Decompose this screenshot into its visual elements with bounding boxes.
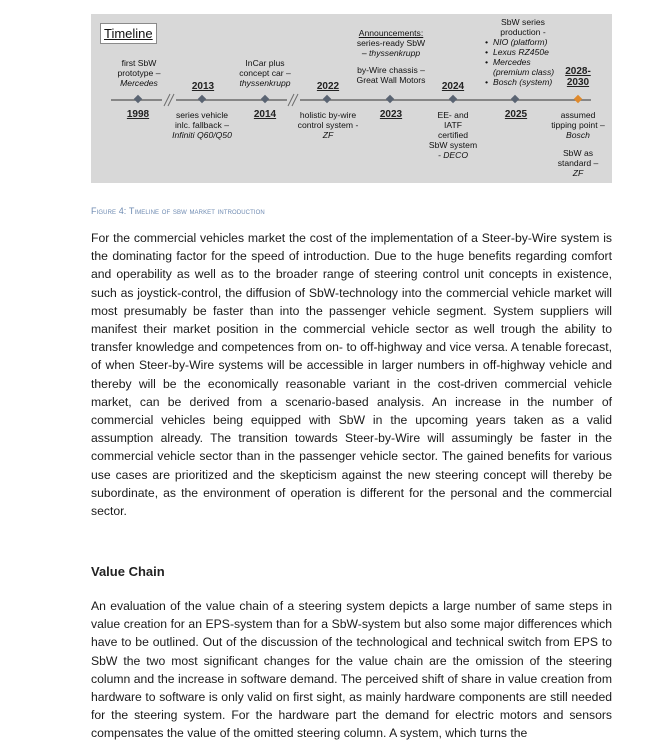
event-text: standard – xyxy=(557,158,599,168)
list-item: • NIO (platform) xyxy=(493,37,563,47)
event-2013-label xyxy=(164,110,240,140)
event-text: control system - xyxy=(297,120,359,130)
event-company: ZF xyxy=(572,168,584,178)
event-text: assumed xyxy=(560,110,596,120)
event-1998-label xyxy=(105,58,173,88)
body-paragraph-1: For the commercial vehicles market the cost of the implementation of a Steer-by-Wire system is the dominating factor for the speed of introduction. Due to the huge benefits regarding comfort and operability as well as to the broader range of steering control unit concepts in existence, such as joystick-control, the diffusion of SbW-technology into the commercial vehicle market will most presumably be faster than into the passenger vehicle segment. System suppliers will manifest their market position in the commercial vehicle sector as well trough the ability to transfer knowledge and competences from on- to off-highway and vice versa. A tenable forecast, of when Steer-by-Wire systems will be accessible in larger numbers in off-highway vehicle and thereby will be the economically reasonable variant in the cost-driven commercial vehicle market, can be derived from a scenario-based analysis. An increase in the number of commercial vehicles being equipped with SbW in the upcoming years taken as a valid assumption already. The transition towards Steer-by-Wire will assumingly be faster in the commercial vehicle sector than in the passenger vehicle sector. The gained benefits for various use cases are prioritized and the skepticism against the new steering concept will thereby be subordinate, as the environment of operation is different for the personal and the commercial sector. xyxy=(91,231,612,519)
marker-2013 xyxy=(198,95,206,103)
event-2014-label xyxy=(231,58,299,88)
event-text: Announcements: xyxy=(358,28,424,38)
event-text: tipping point – xyxy=(551,120,605,130)
list-item: • Mercedes (premium class) xyxy=(493,57,563,77)
marker-2022 xyxy=(323,95,331,103)
year-bottom: 2030 xyxy=(566,77,590,88)
event-text: certified xyxy=(437,130,469,140)
marker-2025 xyxy=(511,95,519,103)
event-text: concept car – xyxy=(239,68,291,78)
year-1998: 1998 xyxy=(126,109,150,120)
year-top: 2028- xyxy=(565,66,591,77)
event-2028-label xyxy=(543,110,613,178)
year-2013: 2013 xyxy=(191,81,215,92)
event-text: inlc. fallback – xyxy=(175,120,229,130)
timeline-figure xyxy=(91,14,612,183)
year-2024: 2024 xyxy=(441,81,465,92)
event-text: SbW series xyxy=(501,17,545,27)
year-2025: 2025 xyxy=(504,109,528,120)
list-item: • Bosch (system) xyxy=(493,77,563,87)
marker-1998 xyxy=(134,95,142,103)
event-text: EE- and xyxy=(437,110,469,120)
event-company: Bosch xyxy=(566,130,590,140)
event-text: series-ready SbW xyxy=(356,38,426,48)
marker-2024 xyxy=(449,95,457,103)
event-2023-label xyxy=(353,28,429,85)
event-text: by-Wire chassis – xyxy=(357,65,425,75)
event-company: - DECO xyxy=(437,150,469,160)
section-heading: Value Chain xyxy=(91,564,165,579)
event-company: Mercedes xyxy=(120,78,158,88)
year-2022: 2022 xyxy=(316,81,340,92)
year-2014: 2014 xyxy=(253,109,277,120)
event-text: IATF xyxy=(444,120,462,130)
year-2028-2030 xyxy=(558,66,598,88)
list-item: • Lexus RZ450e xyxy=(493,47,563,57)
year-2023: 2023 xyxy=(379,109,403,120)
event-text: first SbW xyxy=(121,58,157,68)
event-2022-label xyxy=(293,110,363,140)
event-text: InCar plus xyxy=(245,58,285,68)
body-paragraph-2: An evaluation of the value chain of a steering system depicts a large number of same steps in value creation for an EPS-system than for a SbW-system but also some major differences which have to be outlined. Out of the discussion of the technological and technical switch from EPS to SbW the two most significant changes for the value chain are the omission of the steering column and the increase in software demand. The perceived shift of share in value creation from hardware to software is only valid on first sight, as mainly hardware components are still needed for the steering system. For the hardware part the demand for electric motors and sensors compensates the value of the omitted steering column. A system, which turns the xyxy=(91,599,612,741)
event-text: production - xyxy=(500,27,546,37)
marker-2028-2030 xyxy=(574,95,582,103)
event-text: prototype – xyxy=(117,68,161,78)
event-company: thyssenkrupp xyxy=(239,78,291,88)
event-2025-list xyxy=(483,37,563,87)
marker-2023 xyxy=(386,95,394,103)
event-text: SbW system xyxy=(428,140,478,150)
figure-title: Timeline xyxy=(100,23,157,44)
event-text: holistic by-wire xyxy=(299,110,357,120)
event-text: SbW as xyxy=(562,148,594,158)
event-company: ZF xyxy=(322,130,334,140)
event-2024-label xyxy=(424,110,482,160)
figure-caption: Figure 4: Timeline of sbw market introduction xyxy=(91,206,265,216)
event-text: series vehicle xyxy=(175,110,229,120)
event-2025-label xyxy=(483,17,563,87)
event-company: Infiniti Q60/Q50 xyxy=(172,130,232,140)
marker-2014 xyxy=(261,95,269,103)
event-company: – thyssenkrupp xyxy=(361,48,421,58)
event-text: Great Wall Motors xyxy=(356,75,426,85)
